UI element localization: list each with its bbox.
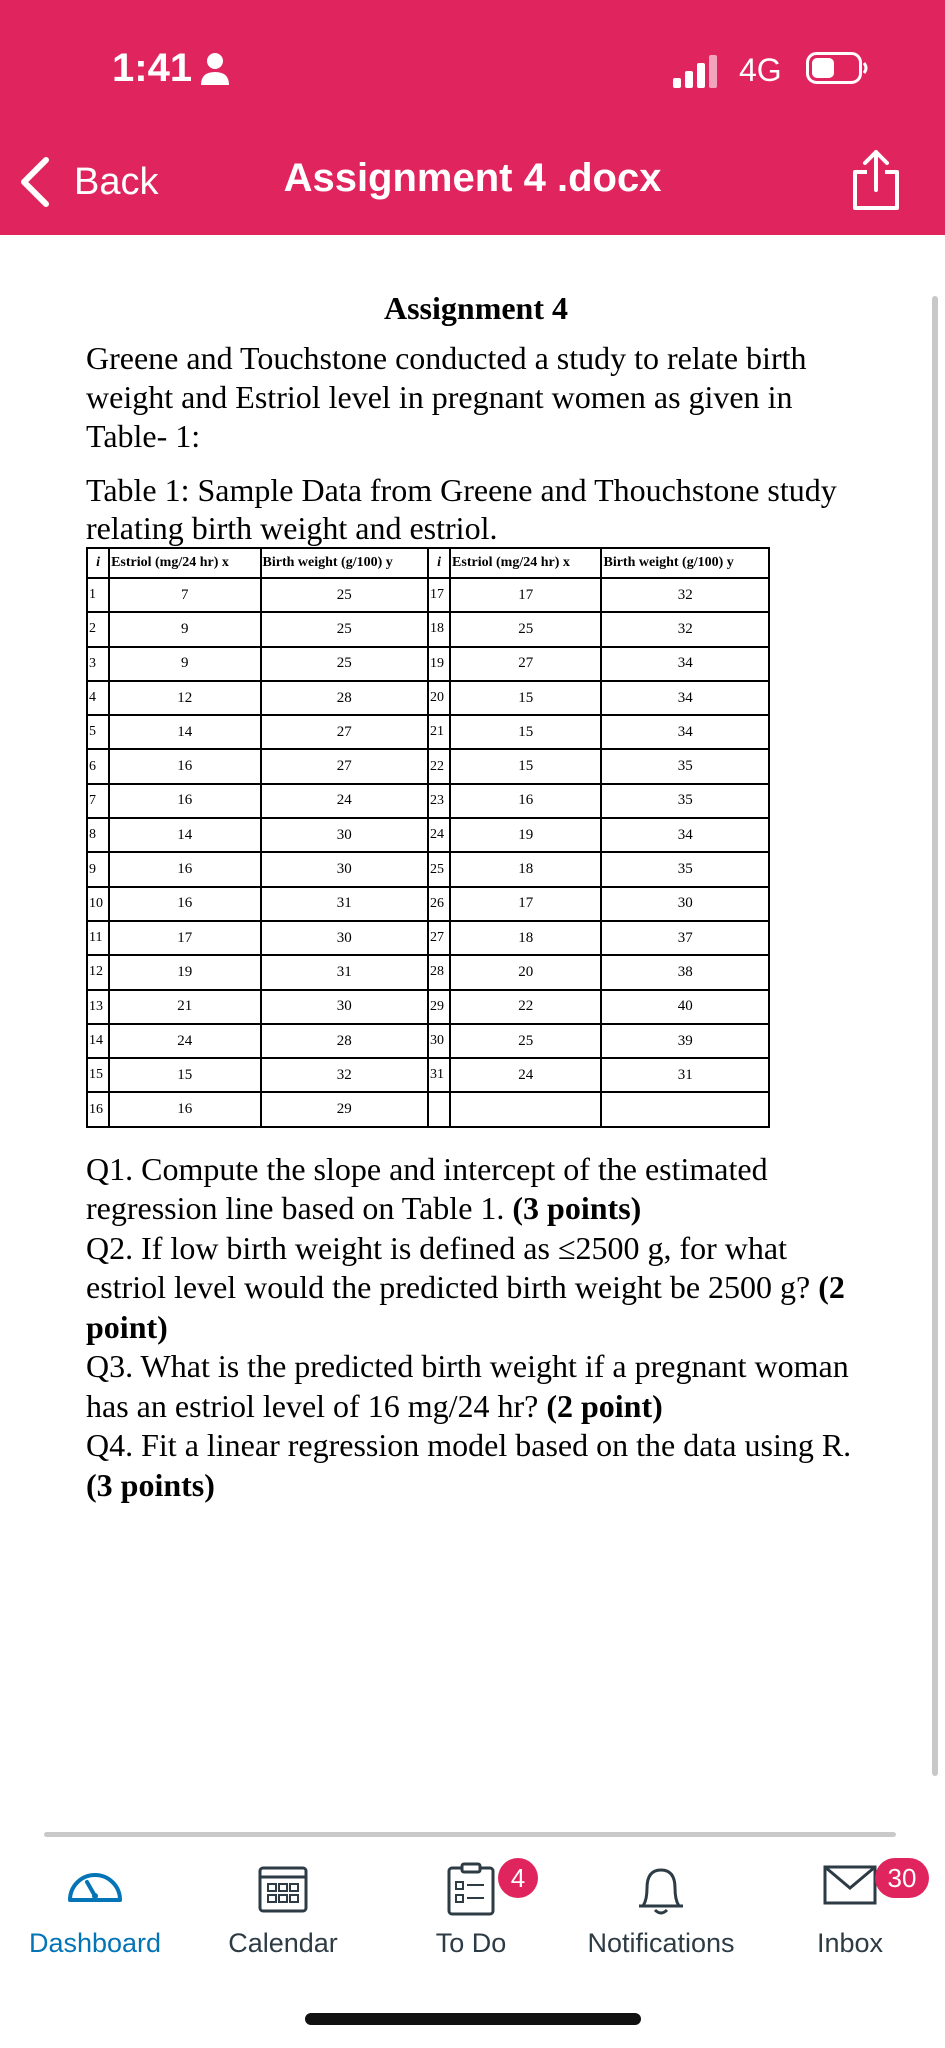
table-row xyxy=(87,681,769,715)
inbox-badge: 30 xyxy=(875,1858,929,1898)
table-cell: 25 xyxy=(261,647,428,681)
back-label: Back xyxy=(74,160,159,203)
questions-list xyxy=(86,1150,866,1506)
table-cell: 32 xyxy=(601,612,769,646)
table-cell: 7 xyxy=(87,784,109,818)
table-cell: 40 xyxy=(601,990,769,1024)
table-cell: 12 xyxy=(87,955,109,989)
question-text: Q2. If low birth weight is defined as ≤2500 g, for what estriol level would the predicted birth weight be 2500 g? xyxy=(86,1229,819,1306)
table-cell: 35 xyxy=(601,852,769,886)
dashboard-icon xyxy=(65,1862,125,1906)
app-header xyxy=(0,0,945,235)
question-points: (3 points) xyxy=(86,1466,215,1503)
table-cell: 17 xyxy=(109,921,260,955)
table-header-row xyxy=(87,548,769,578)
table-cell: 30 xyxy=(261,818,428,852)
table-cell: 30 xyxy=(261,990,428,1024)
question-text: Q3. What is the predicted birth weight if a pregnant woman has an estriol level of 16 mg/24 hr? xyxy=(86,1348,849,1424)
document-title: Assignment 4 .docx xyxy=(283,156,662,200)
table-cell: 16 xyxy=(87,1092,109,1126)
table-cell: 34 xyxy=(601,681,769,715)
table-cell: 18 xyxy=(450,852,601,886)
table-cell: 3 xyxy=(87,647,109,681)
table-cell: 14 xyxy=(109,715,260,749)
todo-icon xyxy=(446,1862,496,1916)
table-row xyxy=(87,1024,769,1058)
table-cell: 9 xyxy=(109,612,260,646)
table-cell: 24 xyxy=(450,1058,601,1092)
question-points: (3 points) xyxy=(512,1190,642,1227)
table-cell: 17 xyxy=(450,887,601,921)
table-cell: 27 xyxy=(450,647,601,681)
table-cell: 24 xyxy=(109,1024,260,1058)
table-header-cell: Birth weight (g/100) y xyxy=(601,548,769,578)
table-cell: 14 xyxy=(87,1024,109,1058)
table-cell: 24 xyxy=(428,818,450,852)
table-cell: 39 xyxy=(601,1024,769,1058)
table-cell: 6 xyxy=(87,749,109,783)
table-cell: 16 xyxy=(109,887,260,921)
table-cell: 27 xyxy=(261,715,428,749)
todo-badge: 4 xyxy=(498,1858,538,1898)
table-cell: 21 xyxy=(428,715,450,749)
table-cell: 18 xyxy=(450,921,601,955)
table-cell: 28 xyxy=(428,955,450,989)
tab-calendar[interactable] xyxy=(188,1850,378,1970)
table-header-cell: i xyxy=(87,548,109,578)
tabbar-divider xyxy=(44,1832,896,1837)
table-cell: 22 xyxy=(428,749,450,783)
question-2 xyxy=(86,1229,866,1348)
table-cell: 23 xyxy=(428,784,450,818)
table-row xyxy=(87,749,769,783)
table-cell: 15 xyxy=(87,1058,109,1092)
network-type: 4G xyxy=(739,52,782,88)
table-cell: 21 xyxy=(109,990,260,1024)
table-cell: 7 xyxy=(109,578,260,612)
table-cell: 22 xyxy=(450,990,601,1024)
table-cell: 31 xyxy=(601,1058,769,1092)
table-cell: 17 xyxy=(450,578,601,612)
document-body xyxy=(86,290,866,1505)
table-cell: 32 xyxy=(261,1058,428,1092)
table-cell: 37 xyxy=(601,921,769,955)
table-cell: 16 xyxy=(109,749,260,783)
document-heading: Assignment 4 xyxy=(383,290,568,326)
table-row xyxy=(87,1058,769,1092)
table-cell: 8 xyxy=(87,818,109,852)
table-cell: 4 xyxy=(87,681,109,715)
table-cell: 27 xyxy=(261,749,428,783)
table-cell: 24 xyxy=(261,784,428,818)
bell-icon xyxy=(635,1862,687,1918)
tab-dashboard[interactable] xyxy=(0,1850,190,1970)
table-body xyxy=(87,578,769,1127)
status-time: 1:41 xyxy=(112,46,193,90)
question-1 xyxy=(86,1150,866,1229)
table-cell: 16 xyxy=(109,852,260,886)
table-row xyxy=(87,887,769,921)
table-cell: 20 xyxy=(428,681,450,715)
question-text: Q4. Fit a linear regression model based on the data using R. xyxy=(86,1427,852,1464)
tab-label: Inbox xyxy=(816,1928,884,1958)
table-cell: 29 xyxy=(261,1092,428,1126)
table-row xyxy=(87,578,769,612)
table-cell: 25 xyxy=(450,612,601,646)
table-cell: 35 xyxy=(601,749,769,783)
table-cell xyxy=(450,1092,601,1126)
table-cell: 34 xyxy=(601,715,769,749)
table-cell: 13 xyxy=(87,990,109,1024)
signal-icon xyxy=(673,54,721,88)
table-cell: 15 xyxy=(450,681,601,715)
table-cell: 18 xyxy=(428,612,450,646)
table-cell: 19 xyxy=(109,955,260,989)
table-cell: 25 xyxy=(261,578,428,612)
table-cell: 27 xyxy=(428,921,450,955)
table-cell: 2 xyxy=(87,612,109,646)
table-caption: Table 1: Sample Data from Greene and Thouchstone study relating birth weight and estriol. xyxy=(86,472,837,546)
table-header-cell: Estriol (mg/24 hr) x xyxy=(450,548,601,578)
table-row xyxy=(87,921,769,955)
mail-icon xyxy=(822,1862,878,1906)
tab-todo[interactable] xyxy=(376,1850,566,1970)
table-row xyxy=(87,990,769,1024)
table-cell xyxy=(601,1092,769,1126)
person-icon xyxy=(200,52,230,86)
tab-label: Dashboard xyxy=(28,1928,162,1958)
table-cell: 16 xyxy=(109,784,260,818)
table-cell: 9 xyxy=(87,852,109,886)
tab-label: To Do xyxy=(435,1928,507,1958)
table-cell: 10 xyxy=(87,887,109,921)
table-cell: 20 xyxy=(450,955,601,989)
table-cell: 25 xyxy=(428,852,450,886)
table-cell: 11 xyxy=(87,921,109,955)
table-cell: 28 xyxy=(261,681,428,715)
table-header-cell: Birth weight (g/100) y xyxy=(261,548,428,578)
data-table xyxy=(86,547,770,1128)
table-cell: 35 xyxy=(601,784,769,818)
table-row xyxy=(87,612,769,646)
document-intro: Greene and Touchstone conducted a study to relate birth weight and Estriol level in pregnant women as given in Table- 1: xyxy=(86,340,807,454)
table-cell: 29 xyxy=(428,990,450,1024)
scrollbar[interactable] xyxy=(932,296,938,1776)
table-cell: 28 xyxy=(261,1024,428,1058)
table-cell: 30 xyxy=(261,852,428,886)
tab-label: Notifications xyxy=(587,1928,735,1958)
table-cell: 34 xyxy=(601,818,769,852)
table-cell: 31 xyxy=(261,955,428,989)
question-text: Q1. Compute the slope and intercept of the estimated regression line based on Table 1. xyxy=(86,1150,768,1227)
question-3 xyxy=(86,1347,866,1426)
table-cell: 30 xyxy=(261,921,428,955)
table-header-cell: Estriol (mg/24 hr) x xyxy=(109,548,260,578)
table-cell: 26 xyxy=(428,887,450,921)
table-cell: 31 xyxy=(428,1058,450,1092)
home-indicator xyxy=(305,2013,641,2025)
table-row xyxy=(87,784,769,818)
table-cell xyxy=(428,1092,450,1126)
table-cell: 30 xyxy=(601,887,769,921)
table-cell: 5 xyxy=(87,715,109,749)
tab-label: Calendar xyxy=(228,1928,338,1958)
table-cell: 19 xyxy=(428,647,450,681)
table-row xyxy=(87,715,769,749)
table-row xyxy=(87,852,769,886)
table-cell: 15 xyxy=(450,715,601,749)
calendar-icon xyxy=(257,1862,309,1914)
table-cell: 16 xyxy=(450,784,601,818)
table-cell: 15 xyxy=(450,749,601,783)
table-cell: 30 xyxy=(428,1024,450,1058)
table-cell: 17 xyxy=(428,578,450,612)
share-icon[interactable] xyxy=(849,148,903,212)
table-cell: 25 xyxy=(261,612,428,646)
table-cell: 14 xyxy=(109,818,260,852)
table-cell: 9 xyxy=(109,647,260,681)
battery-icon xyxy=(806,52,868,84)
question-points: (2 point) xyxy=(86,1269,845,1345)
table-row xyxy=(87,955,769,989)
table-cell: 25 xyxy=(450,1024,601,1058)
table-cell: 1 xyxy=(87,578,109,612)
table-cell: 32 xyxy=(601,578,769,612)
table-cell: 34 xyxy=(601,647,769,681)
table-cell: 31 xyxy=(261,887,428,921)
table-cell: 15 xyxy=(109,1058,260,1092)
table-header-cell: i xyxy=(428,548,450,578)
table-cell: 12 xyxy=(109,681,260,715)
tab-notifications[interactable] xyxy=(564,1850,758,1970)
table-cell: 19 xyxy=(450,818,601,852)
table-row xyxy=(87,818,769,852)
question-4 xyxy=(86,1426,866,1505)
table-cell: 16 xyxy=(109,1092,260,1126)
table-row xyxy=(87,647,769,681)
table-cell: 38 xyxy=(601,955,769,989)
table-row xyxy=(87,1092,769,1126)
question-points: (2 point) xyxy=(546,1387,663,1424)
